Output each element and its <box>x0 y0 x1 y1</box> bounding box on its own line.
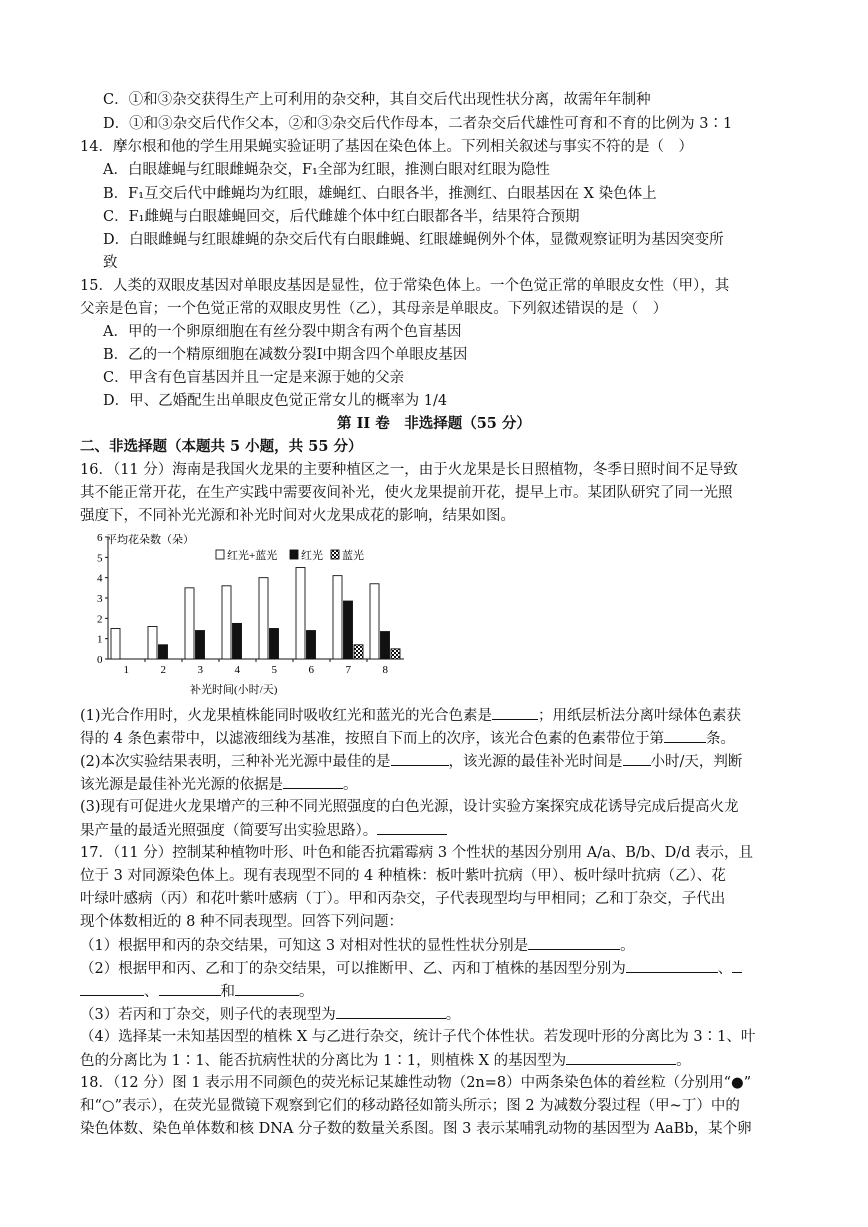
answer-blank[interactable] <box>492 705 538 720</box>
answer-blank[interactable] <box>528 935 620 950</box>
y-tick-label: 4 <box>97 572 103 585</box>
answer-blank[interactable] <box>377 820 447 835</box>
legend-label: 红光+蓝光 <box>227 550 278 562</box>
y-tick-label: 1 <box>97 633 103 646</box>
q16-stem-line1: 16．（11 分）海南是我国火龙果的主要种植区之一，由于火龙果是长日照植物，冬季日照时间不足导致 <box>80 462 738 478</box>
bar-white <box>148 626 157 659</box>
q15-option-d: D．甲、乙婚配生出单眼皮色觉正常女儿的概率为 1/4 <box>103 393 448 409</box>
q16-stem-line2: 其不能正常开花，在生产实践中需要夜间补光，使火龙果提前开花，提早上市。某团队研究了同一光照 <box>80 485 733 501</box>
part-2-title: 第 II 卷 非选择题（55 分） <box>337 415 531 432</box>
y-tick-label: 0 <box>97 654 103 666</box>
q17-part1: （1）根据甲和丙的杂交结果，可知这 3 对相对性状的显性性状分别是 。 <box>80 935 635 956</box>
y-tick-label: 3 <box>97 593 103 605</box>
q17-stem-line3: 叶绿叶感病（丙）和花叶紫叶感病（丁）。甲和丙杂交，子代表现型均与甲相同；乙和丁杂交，子代出 <box>80 891 726 907</box>
q14-option-b: B．F₁互交后代中雌蝇均为红眼，雄蝇红、白眼各半，推测红、白眼基因在 X 染色体上 <box>103 186 657 202</box>
bar-white <box>185 588 194 659</box>
bar-black <box>307 631 316 659</box>
bar-checker <box>354 645 363 659</box>
bar-black <box>381 632 390 659</box>
q15-stem-line2: 父亲是色盲；一个色觉正常的双眼皮男性（乙），其母亲是单眼皮。下列叙述错误的是（ ） <box>80 301 668 317</box>
answer-blank[interactable] <box>235 981 299 996</box>
bar-white <box>111 629 120 660</box>
x-tick-label: 7 <box>345 664 351 676</box>
chart-bars <box>111 568 400 660</box>
answer-blank[interactable] <box>732 958 742 973</box>
flowering-bar-chart <box>88 530 418 700</box>
answer-blank[interactable] <box>566 1050 676 1065</box>
q16-stem-line3: 强度下，不同补光光源和补光时间对火龙果成花的影响，结果如图。 <box>80 508 515 524</box>
q17-stem-line4: 现个体数相近的 8 种不同表现型。回答下列问题： <box>80 914 403 930</box>
chart-legend <box>216 548 364 562</box>
q14-option-a: A．白眼雄蝇与红眼雌蝇杂交，F₁全部为红眼，推测白眼对红眼为隐性 <box>103 162 550 178</box>
q17-stem-line2: 位于 3 对同源染色体上。现有表现型不同的 4 种植株：板叶紫叶抗病（甲）、板叶绿叶抗病（乙）、花 <box>80 868 726 884</box>
x-tick-label: 6 <box>308 664 314 676</box>
q18-stem-line1: 18．（12 分）图 1 表示用不同颜色的荧光标记某雄性动物（2n=8）中两条染色体的着丝粒（分别用“●” <box>80 1075 752 1091</box>
q14-option-d-line2: 致 <box>103 255 118 271</box>
answer-blank[interactable] <box>664 728 706 743</box>
q18-stem-line2: 和“○”表示），在荧光显微镜下观察到它们的移动路径如箭头所示；图 2 为减数分裂过程（甲~丁）中的 <box>80 1098 740 1114</box>
q17-part3: （3）若丙和丁杂交，则子代的表现型为 。 <box>80 1004 460 1025</box>
bar-white <box>296 568 305 660</box>
q16-part1-line1: (1)光合作用时，火龙果植株能同时吸收红光和蓝光的光合色素是 ；用纸层析法分离叶绿体色素获 <box>80 705 741 726</box>
q15-option-a: A．甲的一个卵原细胞在有丝分裂中期含有两个色盲基因 <box>103 324 462 340</box>
q15-option-b: B．乙的一个精原细胞在减数分裂Ⅰ中期含四个单眼皮基因 <box>103 347 468 363</box>
q14-stem: 14．摩尔根和他的学生用果蝇实验证明了基因在染色体上。下列相关叙述与事实不符的是（ ） <box>80 139 693 155</box>
x-tick-label: 4 <box>234 664 240 676</box>
q14-option-d-line1: D．白眼雌蝇与红眼雄蝇的杂交后代有白眼雌蝇、红眼雄蝇例外个体，显微观察证明为基因突变所 <box>103 232 724 248</box>
q16-part2-line1: (2)本次实验结果表明，三种补光光源中最佳的是 ，该光源的最佳补光时间是 小时/天，判断 <box>80 751 742 772</box>
q14-option-c: C．F₁雌蝇与白眼雄蝇回交，后代雌雄个体中红白眼都各半，结果符合预期 <box>103 209 580 225</box>
legend-swatch-white <box>216 550 224 559</box>
q16-part3-line2: 果产量的最适光照强度（简要写出实验思路）。 <box>80 820 447 841</box>
q16-part3-line1: (3)现有可促进火龙果增产的三种不同光照强度的白色光源，设计实验方案探究成花诱导完成后提高火龙 <box>80 799 739 815</box>
bar-black <box>344 601 353 659</box>
q17-stem-line1: 17．（11 分）控制某种植物叶形、叶色和能否抗霜霉病 3 个性状的基因分别用 A/a、B/b、D/d 表示，且 <box>80 845 754 861</box>
q16-part1-line2: 得的 4 条色素带中，以滤液细线为基准，按照自下而上的次序，该光合色素的色素带位于第 条。 <box>80 728 735 749</box>
x-tick-label: 1 <box>123 664 129 676</box>
q13-option-d: D．①和③杂交后代作父本，②和③杂交后代作母本，二者杂交后代雄性可育和不育的比例为 3∶1 <box>103 116 733 132</box>
answer-blank[interactable] <box>283 774 343 789</box>
bar-black <box>196 631 205 659</box>
x-tick-label: 5 <box>271 664 277 676</box>
bar-black <box>159 645 168 659</box>
answer-blank[interactable] <box>623 751 651 766</box>
chart-y-axis-label: 平均花朵数（朵） <box>106 534 194 546</box>
legend-swatch-checker <box>331 550 339 559</box>
q17-part2-line1: （2）根据甲和丙、乙和丁的杂交结果，可以推断甲、乙、丙和丁植株的基因型分别为 、 <box>80 958 742 979</box>
q15-stem-line1: 15．人类的双眼皮基因对单眼皮基因是显性，位于常染色体上。一个色觉正常的单眼皮女性（甲），其 <box>80 278 730 294</box>
legend-label: 蓝光 <box>342 550 364 562</box>
x-tick-label: 3 <box>197 664 203 676</box>
y-tick-label: 2 <box>97 613 103 626</box>
answer-blank[interactable] <box>336 1004 446 1019</box>
bar-checker <box>391 649 400 659</box>
y-tick-label: 5 <box>97 552 103 565</box>
answer-blank[interactable] <box>159 981 221 996</box>
q15-option-c: C．甲含有色盲基因并且一定是来源于她的父亲 <box>103 370 405 386</box>
bar-white <box>370 584 379 659</box>
answer-blank[interactable] <box>391 751 449 766</box>
bar-white <box>222 586 231 659</box>
bar-white <box>333 576 342 659</box>
bar-black <box>270 629 279 660</box>
q13-option-c: C．①和③杂交获得生产上可利用的杂交种，其自交后代出现性状分离，故需年年制种 <box>103 92 651 108</box>
legend-swatch-black <box>290 550 298 559</box>
section-2-title: 二、非选择题（本题共 5 小题，共 55 分） <box>80 438 363 455</box>
x-tick-label: 2 <box>160 664 166 676</box>
y-tick-label: 6 <box>97 532 103 544</box>
bar-black <box>233 623 242 659</box>
answer-blank[interactable] <box>626 958 718 973</box>
chart-x-axis-label: 补光时间(小时/天) <box>190 684 278 696</box>
q17-part2-line2: 、 和 。 <box>80 981 314 1002</box>
legend-label: 红光 <box>301 550 323 562</box>
x-tick-label: 8 <box>382 664 388 676</box>
q17-part4-line2: 色的分离比为 1∶1、能否抗病性状的分离比为 1∶1，则植株 X 的基因型为 。 <box>80 1050 691 1071</box>
q17-part4-line1: （4）选择某一未知基因型的植株 X 与乙进行杂交，统计子代个体性状。若发现叶形的分离比为 3∶1、叶 <box>80 1029 756 1045</box>
q18-stem-line3: 染色体数、染色单体数和核 DNA 分子数的数量关系图。图 3 表示某哺乳动物的基因型为 AaBb，某个卵 <box>80 1121 752 1137</box>
q16-part2-line2: 该光源是最佳补光光源的依据是 。 <box>80 774 358 795</box>
answer-blank[interactable] <box>80 981 144 996</box>
bar-white <box>259 578 268 659</box>
